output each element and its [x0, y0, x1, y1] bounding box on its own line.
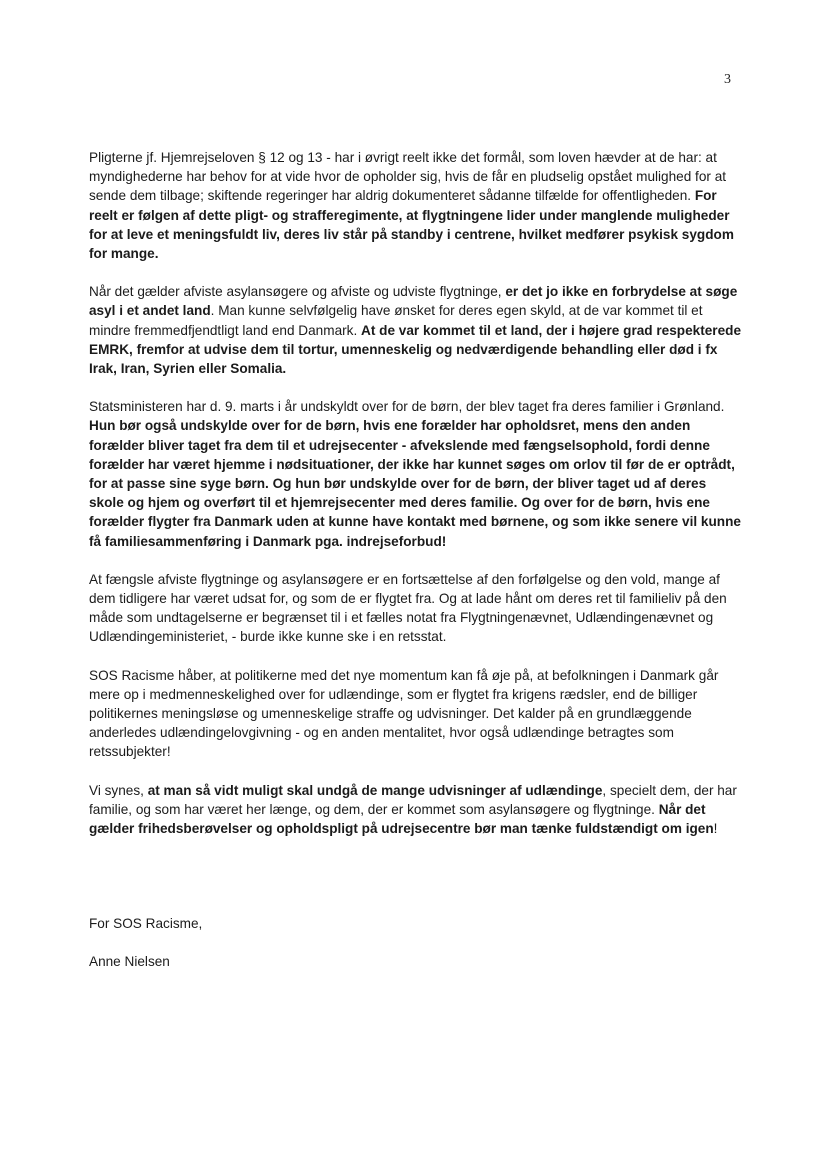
bold-text-segment: at man så vidt muligt skal undgå de mange udvisninger af udlændinge	[147, 782, 603, 798]
text-segment: , specielt dem, der har familie, og som har været her længe, og dem, der er kommet som asylansøgere og flygtninge.	[89, 782, 737, 817]
closing-greeting: For SOS Racisme,	[89, 916, 203, 931]
bold-text-segment: For reelt er følgen af dette pligt- og strafferegimente, at flygtningene lider under manglende muligheder for at leve et meningsfuldt liv, deres liv står på standby i centrene, hvilket medfører psykisk sygdom for mange.	[89, 188, 734, 262]
bold-text-segment: At de var kommet til et land, der i højere grad respekterede EMRK, fremfor at udvise dem til tortur, umenneskelig og nedværdigende behandling eller død i fx Irak, Iran, Syrien eller Somalia.	[89, 322, 742, 377]
paragraph-statsministeren	[89, 397, 741, 551]
text-segment: Når det gælder afviste asylansøgere og afviste og udviste flygtninge,	[89, 284, 506, 300]
paragraph-pligterne	[89, 148, 741, 263]
text-segment: Pligterne jf. Hjemrejseloven § 12 og 13 - har i øvrigt reelt ikke det formål, som loven hævder at de har: at myndighederne har behov for at vide hvor de opholder sig, hvis de får en pludselig opstået mulighed for at sende dem tilbage; skiftende regeringer har aldrig dokumenteret sådanne tilfælde for offentligheden.	[89, 150, 727, 204]
paragraph-vi-synes	[89, 781, 741, 839]
text-segment: . Man kunne selvfølgelig have ønsket for deres egen skyld, at de var kommet til et mindre fremmedfjendtligt land end Danmark.	[89, 303, 703, 338]
text-segment: !	[713, 821, 718, 837]
letter-body	[89, 148, 741, 857]
bold-text-segment: er det jo ikke en forbrydelse at søge asyl i et andet land	[89, 284, 738, 319]
bold-text-segment: Hun bør også undskylde over for de børn, hvis ene forælder har opholdsret, mens den anden forælder bliver taget fra dem til et udrejsecenter - afvekslende med fængselsophold, fordi denne forælder har været hjemme i nødsituationer, der ikke har kunnet søges om orlov til før de er optrådt, for at passe sine syge børn. Og hun bør undskylde over for de børn, der bliver taget ud af deres skole og hjem og overført til et hjemrejsecenter med deres familie. Og over for de børn, hvis ene forælder flygter fra Danmark uden at kunne have kontakt med børnene, og som ikke senere vil kunne få familiesammenføring i Danmark pga. indrejseforbud!	[89, 418, 741, 549]
text-segment: SOS Racisme håber, at politikerne med det nye momentum kan få øje på, at befolkningen i Danmark går mere op i medmenneskelighed over for udlændinge, som er flygtet fra krigens rædsler, end de billiger politikernes meningsløse og umenneskelige straffe og udvisninger. Det kalder på en grundlæggende anderledes udlændingelovgivning - og en anden mentalitet, hvor også udlændinge betragtes som retssubjekter!	[89, 667, 719, 760]
paragraph-faengsle	[89, 570, 741, 647]
paragraph-afviste-asylansogere	[89, 282, 741, 378]
bold-text-segment: Når det gælder frihedsberøvelser og opholdspligt på udrejsecentre bør man tænke fuldstændigt om igen	[89, 801, 714, 837]
text-segment: Vi synes,	[89, 782, 148, 798]
signature-name: Anne Nielsen	[89, 954, 170, 969]
page-number: 3	[724, 72, 731, 87]
paragraph-sos-racisme-haber	[89, 666, 741, 762]
text-segment: At fængsle afviste flygtninge og asylansøgere er en fortsættelse af den forfølgelse og den vold, mange af dem tidligere har været udsat for, og som de er flygtet fra. Og at lade hånt om deres ret til familieliv på den måde som undtagelserne er begrænset til i et fælles notat fra Flygtningenævnet, Udlændingenævnet og Udlændingeministeriet, - burde ikke kunne ske i en retsstat.	[89, 571, 727, 645]
text-segment: Statsministeren har d. 9. marts i år undskyldt over for de børn, der blev taget fra deres familier i Grønland.	[89, 399, 725, 415]
